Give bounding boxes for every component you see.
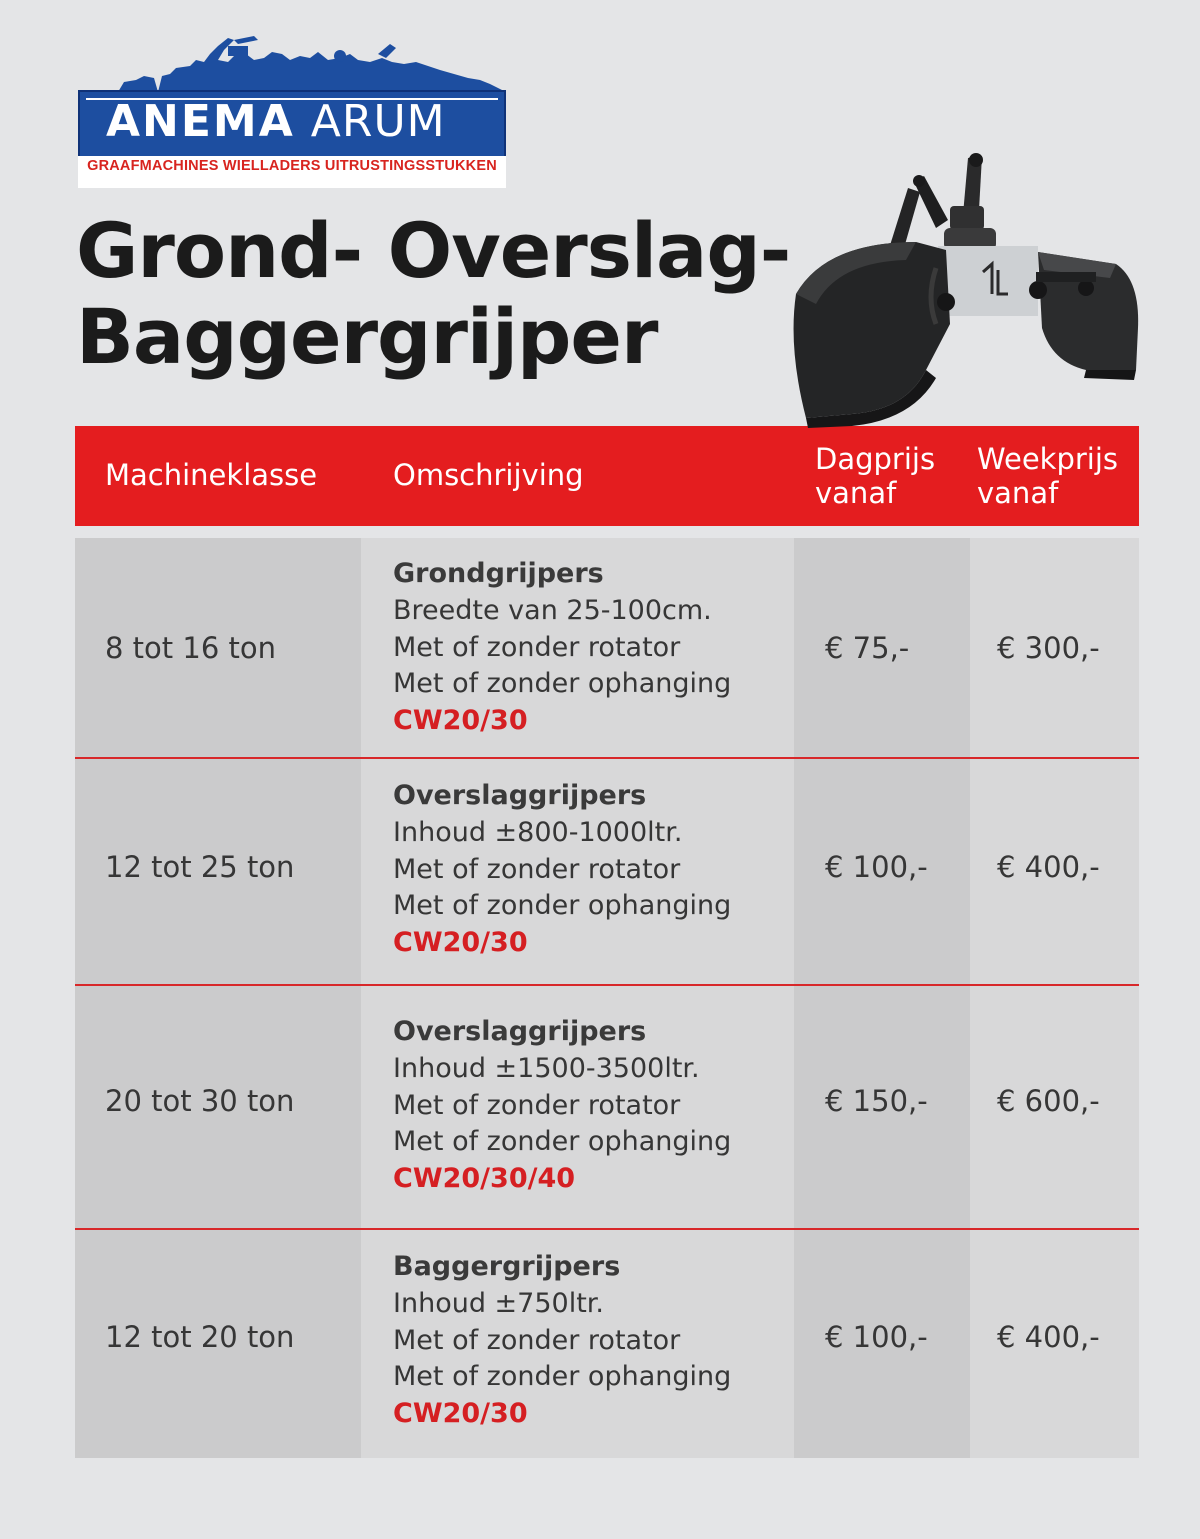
product-name: Overslaggrijpers [393,780,647,811]
page-title [76,208,790,380]
description [393,1014,731,1198]
week-price: € 400,- [997,1320,1100,1354]
grab-bucket-icon [786,148,1146,438]
spec-line: Met of zonder rotator [393,853,681,885]
spec-line: Met of zonder rotator [393,1089,681,1121]
table-row [75,759,1139,985]
machine-class: 20 tot 30 ton [105,1084,295,1118]
logo-name-light: ARUM [310,96,446,147]
table-row [75,1230,1139,1458]
description [393,1249,731,1433]
coupler-code: CW20/30 [393,705,528,737]
machine-class: 12 tot 20 ton [105,1320,295,1354]
description [393,778,731,962]
spec-line: Met of zonder ophanging [393,668,732,700]
logo-name-bold: ANEMA [106,96,295,147]
spec-line: Met of zonder ophanging [393,1126,732,1158]
company-logo [78,36,508,186]
product-name: Baggergrijpers [393,1251,621,1282]
spec-line: Met of zonder ophanging [393,890,732,922]
row-divider [75,984,1139,986]
coupler-code: CW20/30 [393,1398,528,1430]
table-header [75,426,1139,526]
excavator-skyline-icon [78,36,508,92]
title-line-1: Grond- Overslag- [76,206,791,295]
spec-line: Met of zonder rotator [393,631,681,663]
title-line-2: Baggergrijper [76,292,658,381]
spec-line: Inhoud ±1500-3500ltr. [393,1052,700,1084]
machine-class: 8 tot 16 ton [105,631,276,665]
spec-line: Inhoud ±750ltr. [393,1287,604,1319]
header-week-price: Weekprijs vanaf [977,442,1119,510]
logo-wordmark [106,98,446,146]
spec-line: Met of zonder rotator [393,1324,681,1356]
spec-line: Inhoud ±800-1000ltr. [393,816,683,848]
description [393,556,731,740]
spec-line: Breedte van 25-100cm. [393,594,712,626]
header-machine-class: Machineklasse [105,458,318,492]
day-price: € 75,- [825,631,910,665]
day-price: € 100,- [825,1320,928,1354]
week-price: € 600,- [997,1084,1100,1118]
spec-line: Met of zonder ophanging [393,1361,732,1393]
table-row [75,986,1139,1229]
header-day-price: Dagprijs vanaf [815,442,936,510]
header-description: Omschrijving [393,458,584,492]
day-price: € 150,- [825,1084,928,1118]
week-price: € 400,- [997,850,1100,884]
row-divider [75,1228,1139,1230]
row-divider [75,757,1139,759]
week-price: € 300,- [997,631,1100,665]
product-name: Overslaggrijpers [393,1016,647,1047]
product-name: Grondgrijpers [393,558,604,589]
coupler-code: CW20/30 [393,927,528,959]
coupler-code: CW20/30/40 [393,1163,576,1195]
logo-tagline: GRAAFMACHINES WIELLADERS UITRUSTINGSSTUKKEN [87,158,497,174]
machine-class: 12 tot 25 ton [105,850,295,884]
day-price: € 100,- [825,850,928,884]
table-row [75,538,1139,758]
